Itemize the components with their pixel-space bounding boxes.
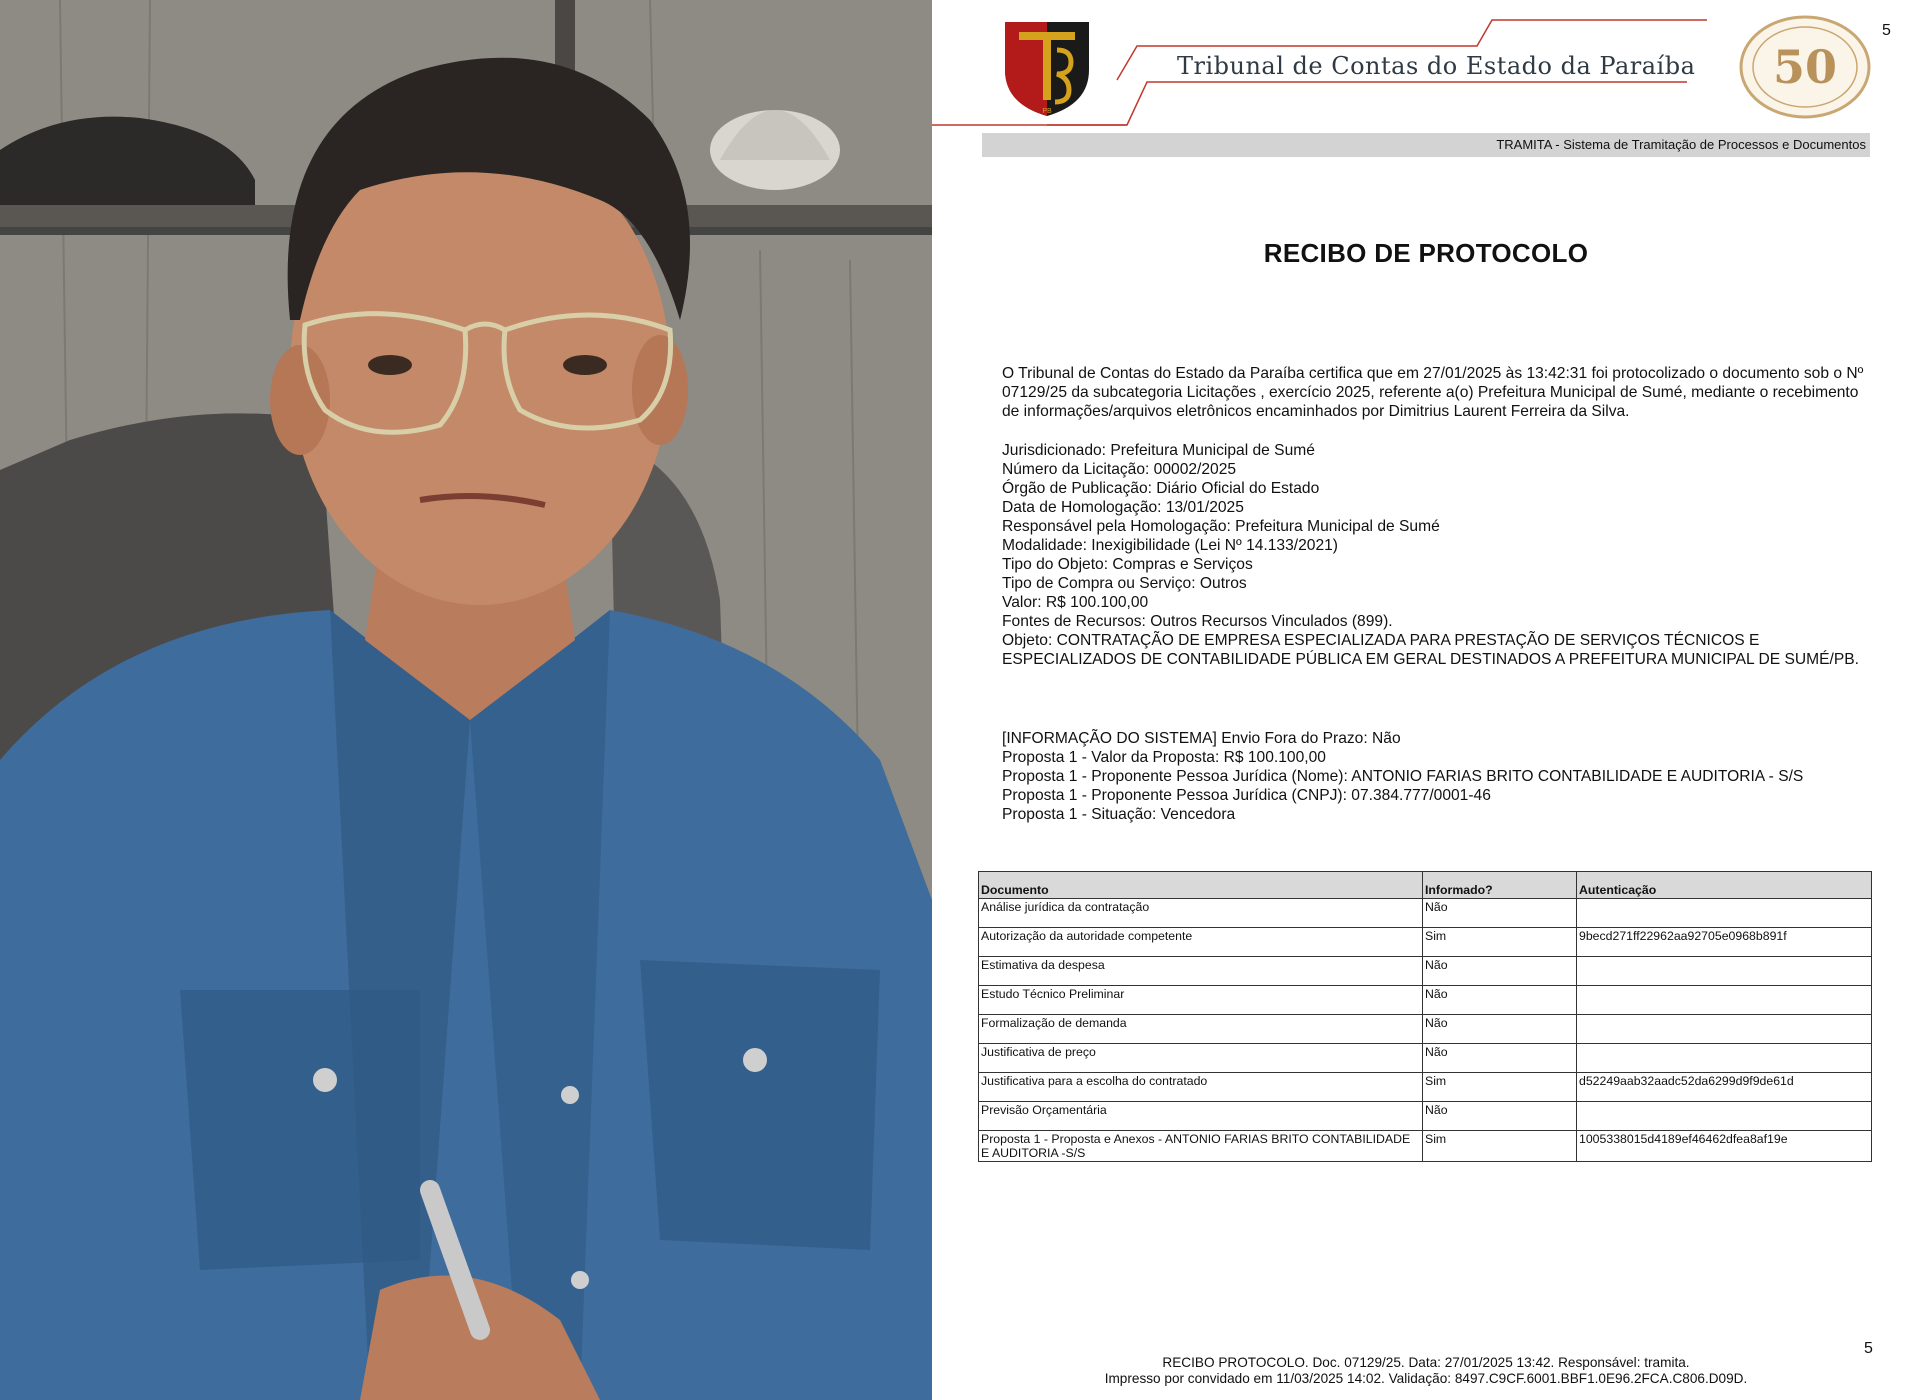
system-information [1002,729,1870,824]
institution-name: Tribunal de Contas do Estado da Paraíba [1177,52,1696,80]
cell-informado: Sim [1423,1131,1577,1162]
cell-autenticacao [1577,1015,1872,1044]
system-info-line: Proposta 1 - Proponente Pessoa Jurídica (CNPJ): 07.384.777/0001-46 [1002,787,1491,804]
field-tipo-compra: Tipo de Compra ou Serviço: Outros [1002,575,1247,592]
cell-informado: Não [1423,899,1577,928]
column-header-autenticacao: Autenticação [1577,872,1872,899]
svg-text:PB: PB [1042,108,1052,115]
field-data-homologacao: Data de Homologação: 13/01/2025 [1002,499,1244,516]
table-header-row [979,872,1872,899]
procurement-fields [1002,441,1870,669]
cell-informado: Sim [1423,1073,1577,1102]
column-header-informado: Informado? [1423,872,1577,899]
cell-autenticacao: 1005338015d4189ef46462dfea8af19e [1577,1131,1872,1162]
cell-autenticacao [1577,1102,1872,1131]
system-bar-label: TRAMITA - Sistema de Tramitação de Processos e Documentos [1496,137,1866,152]
protocol-receipt-document [932,0,1920,1400]
table-row [979,1102,1872,1131]
table-row [979,899,1872,928]
table-row [979,928,1872,957]
column-header-documento: Documento [979,872,1423,899]
footer-line-validation: Impresso por convidado em 11/03/2025 14:02. Validação: 8497.C9CF.6001.BBF1.0E96.2FCA.C806.D09D. [1104,1371,1748,1386]
system-info-line: Proposta 1 - Situação: Vencedora [1002,806,1236,823]
cell-autenticacao [1577,986,1872,1015]
cell-documento: Justificativa de preço [979,1044,1423,1073]
fifty-years-seal-icon [1738,15,1872,119]
table-row [979,1073,1872,1102]
document-title: RECIBO DE PROTOCOLO [1263,238,1589,268]
table-row [979,986,1872,1015]
field-tipo-objeto: Tipo do Objeto: Compras e Serviços [1002,556,1253,573]
cell-autenticacao [1577,1044,1872,1073]
svg-text:50: 50 [1772,40,1838,94]
field-responsavel-homologacao: Responsável pela Homologação: Prefeitura Municipal de Sumé [1002,518,1440,535]
field-modalidade: Modalidade: Inexigibilidade (Lei Nº 14.133/2021) [1002,537,1338,554]
table-row [979,1131,1872,1162]
table-row [979,1015,1872,1044]
cell-informado: Não [1423,986,1577,1015]
cell-documento: Previsão Orçamentária [979,1102,1423,1131]
cell-informado: Não [1423,1044,1577,1073]
field-fontes-recursos: Fontes de Recursos: Outros Recursos Vinculados (899). [1002,613,1393,630]
cell-documento: Estudo Técnico Preliminar [979,986,1423,1015]
cell-informado: Não [1423,1102,1577,1131]
cell-autenticacao [1577,899,1872,928]
page-number-top: 5 [1882,22,1891,39]
cell-documento: Estimativa da despesa [979,957,1423,986]
field-orgao-publicacao: Órgão de Publicação: Diário Oficial do Estado [1002,480,1320,497]
cell-documento: Análise jurídica da contratação [979,899,1423,928]
tcepb-crest-logo [999,16,1095,120]
table-row [979,1044,1872,1073]
cell-documento: Formalização de demanda [979,1015,1423,1044]
cell-informado: Não [1423,957,1577,986]
field-numero-licitacao: Número da Licitação: 00002/2025 [1002,461,1237,478]
page-number-bottom: 5 [1864,1340,1873,1357]
cell-informado: Sim [1423,928,1577,957]
field-objeto: Objeto: CONTRATAÇÃO DE EMPRESA ESPECIALIZADA PARA PRESTAÇÃO DE SERVIÇOS TÉCNICOS E ESPECIALIZADOS DE CONTABILIDADE PÚBLICA EM GERAL DESTINADOS A PREFEITURA MUNICIPAL DE SUMÉ/PB. [1002,632,1859,668]
cell-documento: Proposta 1 - Proposta e Anexos - ANTONIO FARIAS BRITO CONTABILIDADE E AUDITORIA -S/S [979,1131,1423,1162]
system-info-line: Proposta 1 - Proponente Pessoa Jurídica (Nome): ANTONIO FARIAS BRITO CONTABILIDADE E AUDITORIA - S/S [1002,768,1804,785]
cell-autenticacao [1577,957,1872,986]
system-info-line: [INFORMAÇÃO DO SISTEMA] Envio Fora do Prazo: Não [1002,730,1401,747]
portrait-photo [0,0,932,1400]
table-row [979,957,1872,986]
cell-autenticacao: 9becd271ff22962aa92705e0968b891f [1577,928,1872,957]
documents-table [978,871,1872,1162]
field-valor: Valor: R$ 100.100,00 [1002,594,1149,611]
cell-informado: Não [1423,1015,1577,1044]
system-info-line: Proposta 1 - Valor da Proposta: R$ 100.100,00 [1002,749,1326,766]
cell-autenticacao: d52249aab32aadc52da6299d9f9de61d [1577,1073,1872,1102]
intro-paragraph: O Tribunal de Contas do Estado da Paraíba certifica que em 27/01/2025 às 13:42:31 foi protocolizado o documento sob o Nº 07129/25 da subcategoria Licitações , exercício 2025, referente a(o) Prefeitura Municipal de Sumé, mediante o recebimento de informações/arquivos eletrônicos encaminhados por Dimitrius Laurent Ferreira da Silva. [1002,365,1864,420]
footer-line-protocol: RECIBO PROTOCOLO. Doc. 07129/25. Data: 27/01/2025 13:42. Responsável: tramita. [1162,1355,1690,1370]
cell-documento: Justificativa para a escolha do contratado [979,1073,1423,1102]
document-footer [932,1355,1920,1387]
system-bar [982,133,1870,157]
field-jurisdicionado: Jurisdicionado: Prefeitura Municipal de Sumé [1002,442,1315,459]
cell-documento: Autorização da autoridade competente [979,928,1423,957]
